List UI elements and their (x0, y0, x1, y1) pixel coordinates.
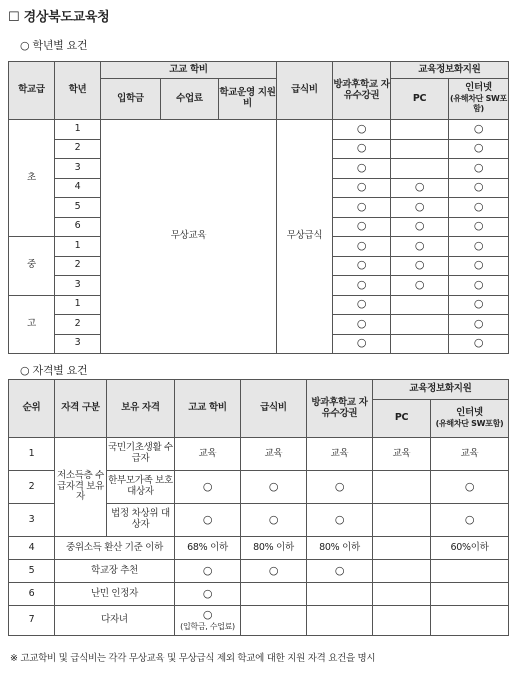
header-pc: PC (373, 400, 431, 438)
internet-cell (431, 583, 509, 606)
qualification-row (9, 438, 509, 471)
pc-mark: ○ (391, 237, 449, 257)
afterschool-mark: ○ (333, 295, 391, 315)
header-category: 자격 구분 (55, 380, 107, 438)
header-hs-fee: 고교 학비 (101, 62, 277, 79)
header-admission: 입학금 (101, 79, 161, 120)
internet-mark: ○ (449, 120, 509, 140)
page-title: ☐ 경상북도교육청 (8, 10, 110, 25)
qualification-cell: 난민 인정자 (55, 583, 175, 606)
pc-cell (373, 583, 431, 606)
internet-mark: ○ (449, 178, 509, 198)
afterschool-cell: 교육 (307, 438, 373, 471)
rank-cell: 1 (9, 438, 55, 471)
rank-cell: 6 (9, 583, 55, 606)
low-income-category-cell: 저소득층 수급자격 보유자 (55, 438, 107, 537)
rank-cell: 2 (9, 471, 55, 504)
afterschool-mark: ○ (333, 315, 391, 335)
section-title-grade: ○ 학년별 요건 (20, 39, 88, 52)
footnote: ※ 고교학비 및 급식비는 각각 무상교육 및 무상급식 제외 학교에 대한 지원 자격 요건을 명시 (10, 653, 376, 664)
meal-cell: 80% 이하 (241, 537, 307, 560)
header-afterschool: 방과후학교 자유수강권 (333, 62, 391, 120)
afterschool-mark: ○ (333, 139, 391, 159)
pc-cell (373, 471, 431, 504)
pc-mark (391, 139, 449, 159)
internet-mark: ○ (449, 139, 509, 159)
rank-cell: 7 (9, 606, 55, 636)
header-grade: 학년 (55, 62, 101, 120)
hs-fee-cell: ○ (입학금, 수업료) (175, 606, 241, 636)
header-tuition: 수업료 (161, 79, 219, 120)
internet-cell: ○ (431, 471, 509, 504)
afterschool-mark: ○ (333, 334, 391, 354)
header-meal: 급식비 (277, 62, 333, 120)
rank-cell: 5 (9, 560, 55, 583)
qualification-row (9, 560, 509, 583)
pc-cell (373, 537, 431, 560)
internet-mark: ○ (449, 295, 509, 315)
qualification-row (9, 537, 509, 560)
grade-requirements-table (8, 61, 509, 354)
grade-cell: 2 (55, 256, 101, 276)
afterschool-mark: ○ (333, 256, 391, 276)
header-edu-info: 교육정보화지원 (391, 62, 509, 79)
grade-cell: 1 (55, 295, 101, 315)
school-level-cell: 고 (9, 295, 55, 354)
internet-mark: ○ (449, 334, 509, 354)
meal-cell: ○ (241, 560, 307, 583)
grade-row (9, 120, 509, 140)
internet-cell (431, 560, 509, 583)
header-afterschool: 방과후학교 자유수강권 (307, 380, 373, 438)
pc-cell (373, 504, 431, 537)
pc-cell (373, 606, 431, 636)
hs-fee-cell: ○ (175, 560, 241, 583)
qualification-cell: 국민기초생활 수급자 (107, 438, 175, 471)
rank-cell: 4 (9, 537, 55, 560)
header-qualification: 보유 자격 (107, 380, 175, 438)
qualification-cell: 한부모가족 보호대상자 (107, 471, 175, 504)
internet-mark: ○ (449, 276, 509, 296)
grade-cell: 4 (55, 178, 101, 198)
grade-cell: 2 (55, 315, 101, 335)
grade-cell: 6 (55, 217, 101, 237)
qualification-row (9, 583, 509, 606)
header-rank: 순위 (9, 380, 55, 438)
afterschool-cell (307, 583, 373, 606)
hs-fee-cell: 교육 (175, 438, 241, 471)
header-school-level: 학교급 (9, 62, 55, 120)
meal-cell: ○ (241, 504, 307, 537)
internet-mark: ○ (449, 315, 509, 335)
internet-cell (431, 606, 509, 636)
afterschool-mark: ○ (333, 217, 391, 237)
qualification-row (9, 606, 509, 636)
school-level-cell: 중 (9, 237, 55, 296)
internet-mark: ○ (449, 159, 509, 179)
qualification-cell: 법정 차상위 대상자 (107, 504, 175, 537)
afterschool-cell: ○ (307, 504, 373, 537)
meal-cell: ○ (241, 471, 307, 504)
header-operation: 학교운영 지원비 (219, 79, 277, 120)
grade-cell: 3 (55, 334, 101, 354)
internet-cell: 교육 (431, 438, 509, 471)
qualification-cell: 다자녀 (55, 606, 175, 636)
grade-cell: 5 (55, 198, 101, 218)
grade-cell: 2 (55, 139, 101, 159)
hs-fee-cell: 68% 이하 (175, 537, 241, 560)
pc-mark: ○ (391, 178, 449, 198)
header-meal: 급식비 (241, 380, 307, 438)
pc-mark (391, 159, 449, 179)
pc-mark: ○ (391, 256, 449, 276)
pc-cell: 교육 (373, 438, 431, 471)
internet-mark: ○ (449, 198, 509, 218)
pc-mark (391, 120, 449, 140)
afterschool-mark: ○ (333, 120, 391, 140)
internet-mark: ○ (449, 256, 509, 276)
meal-cell: 교육 (241, 438, 307, 471)
afterschool-mark: ○ (333, 237, 391, 257)
meal-cell (241, 583, 307, 606)
qualification-cell: 학교장 추천 (55, 560, 175, 583)
hs-fee-cell: ○ (175, 471, 241, 504)
afterschool-cell: ○ (307, 471, 373, 504)
afterschool-mark: ○ (333, 276, 391, 296)
grade-cell: 1 (55, 237, 101, 257)
internet-mark: ○ (449, 237, 509, 257)
hs-fee-cell: ○ (175, 583, 241, 606)
meal-cell (241, 606, 307, 636)
grade-cell: 3 (55, 276, 101, 296)
grade-cell: 1 (55, 120, 101, 140)
afterschool-mark: ○ (333, 159, 391, 179)
afterschool-cell (307, 606, 373, 636)
pc-cell (373, 560, 431, 583)
pc-mark: ○ (391, 198, 449, 218)
grade-cell: 3 (55, 159, 101, 179)
free-education-cell: 무상교육 (101, 120, 277, 354)
pc-mark (391, 334, 449, 354)
header-hs-fee: 고교 학비 (175, 380, 241, 438)
header-edu-info: 교육정보화지원 (373, 380, 509, 400)
school-level-cell: 초 (9, 120, 55, 237)
header-internet: 인터넷 (유해차단 SW포함) (431, 400, 509, 438)
pc-mark (391, 295, 449, 315)
afterschool-cell: ○ (307, 560, 373, 583)
afterschool-mark: ○ (333, 178, 391, 198)
pc-mark (391, 315, 449, 335)
header-internet: 인터넷 (유해차단 SW포함) (449, 79, 509, 120)
afterschool-mark: ○ (333, 198, 391, 218)
internet-cell: ○ (431, 504, 509, 537)
rank-cell: 3 (9, 504, 55, 537)
pc-mark: ○ (391, 276, 449, 296)
internet-cell: 60%이하 (431, 537, 509, 560)
free-meal-cell: 무상급식 (277, 120, 333, 354)
section-title-qualification: ○ 자격별 요건 (20, 364, 88, 377)
header-pc: PC (391, 79, 449, 120)
pc-mark: ○ (391, 217, 449, 237)
qualification-cell: 중위소득 환산 기준 이하 (55, 537, 175, 560)
afterschool-cell: 80% 이하 (307, 537, 373, 560)
qualification-requirements-table (8, 379, 509, 636)
hs-fee-cell: ○ (175, 504, 241, 537)
internet-mark: ○ (449, 217, 509, 237)
